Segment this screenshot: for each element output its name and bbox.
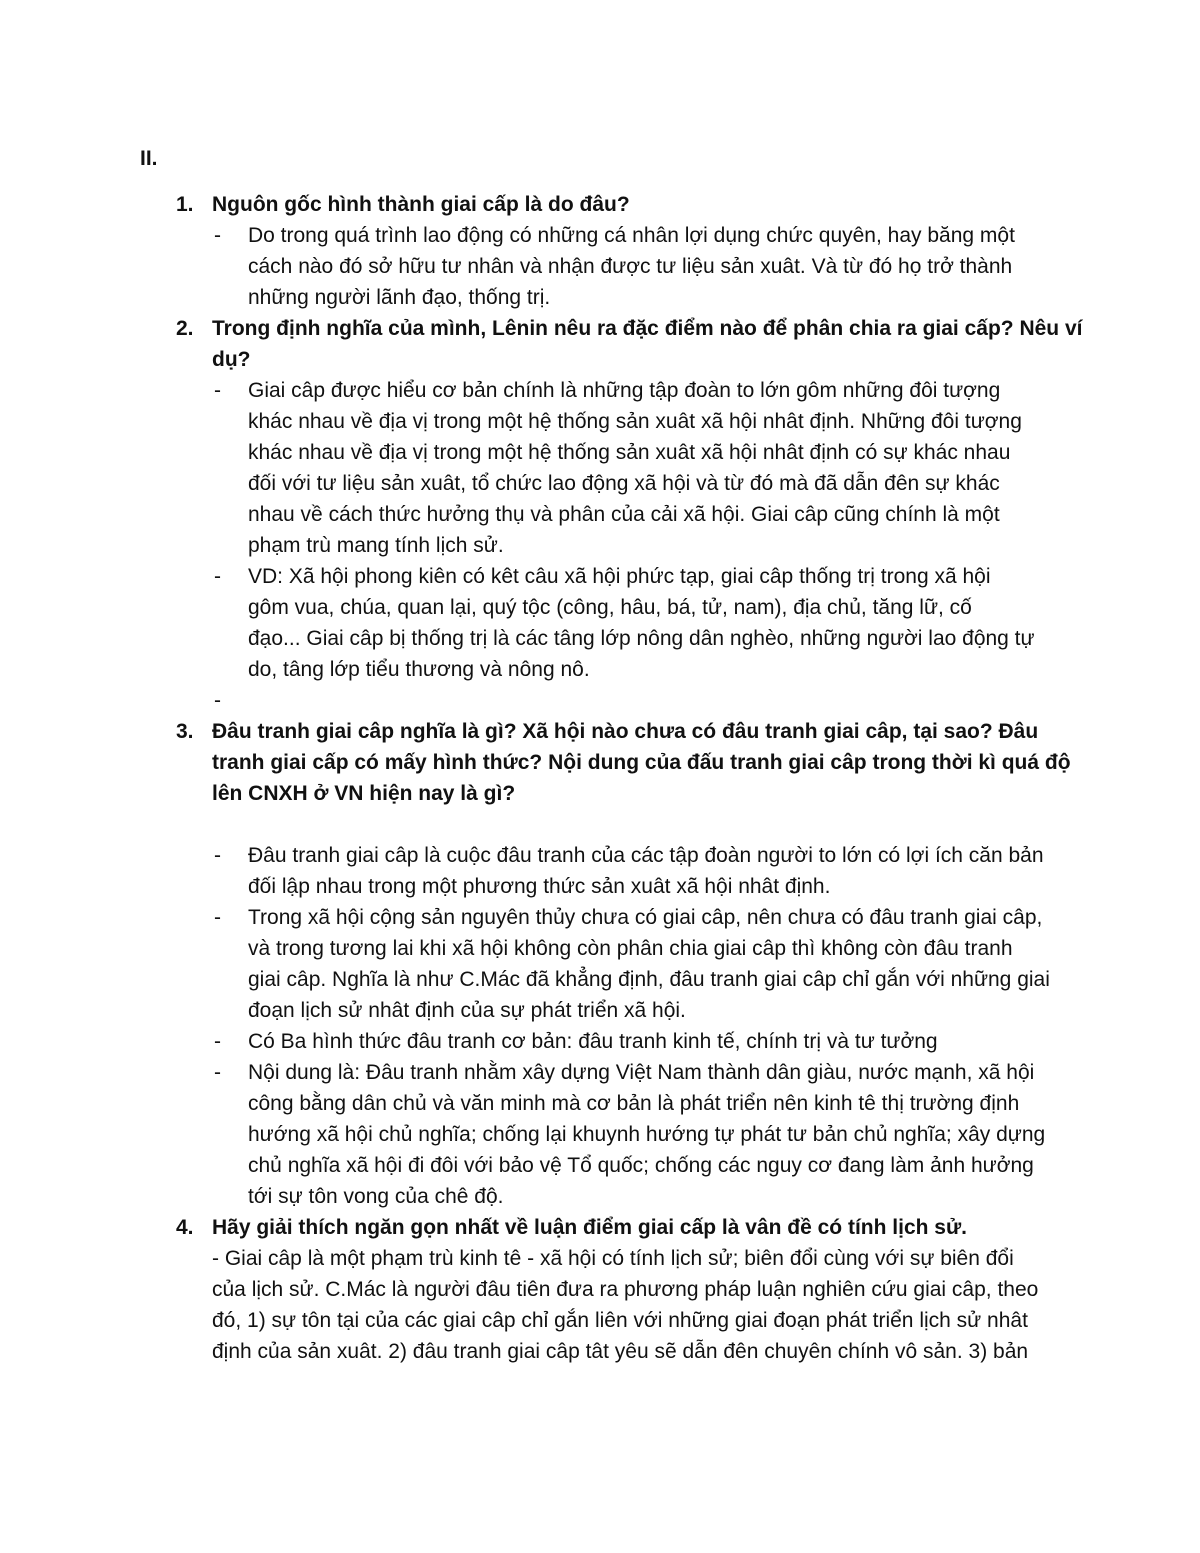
answer-line: VD: Xã hội phong kiên có kêt câu xã hội phức tạp, giai câp thống trị trong xã hội xyxy=(248,565,991,588)
body-line: - Giai câp là một phạm trù kinh tê - xã hội có tính lịch sử; biên đổi cùng với sự biên đổi xyxy=(212,1247,1014,1270)
answer-dash: - xyxy=(214,844,221,867)
question-title: dụ? xyxy=(212,348,251,371)
question-number: 3. xyxy=(176,720,194,743)
answer-line: Đâu tranh giai câp là cuộc đâu tranh của các tập đoàn người to lớn có lợi ích căn bản xyxy=(248,844,1044,867)
question-title: Hãy giải thích ngăn gọn nhất về luận điểm giai cấp là vân đề có tính lịch sử. xyxy=(212,1216,968,1239)
answer-line: đạo... Giai câp bị thống trị là các tâng lớp nông dân nghèo, những người lao động tự xyxy=(248,627,1035,650)
question-number: 1. xyxy=(176,193,194,216)
answer-line: những người lãnh đạo, thống trị. xyxy=(248,286,551,309)
question-number: 2. xyxy=(176,317,194,340)
answer-line: do, tâng lớp tiểu thương và nông nô. xyxy=(248,658,590,681)
body-line: đó, 1) sự tôn tại của các giai câp chỉ gắn liên với những giai đoạn phát triển lịch sử nhât xyxy=(212,1309,1028,1332)
answer-dash: - xyxy=(214,379,221,402)
answer-line: giai câp. Nghĩa là như C.Mác đã khẳng định, đâu tranh giai câp chỉ gắn với những giai xyxy=(248,968,1050,991)
answer-dash: - xyxy=(214,224,221,247)
answer-line: khác nhau về địa vị trong một hệ thống sản xuât xã hội nhât định. Những đôi tượng xyxy=(248,410,1022,433)
answer-line: hướng xã hội chủ nghĩa; chống lại khuynh hướng tự phát tư bản chủ nghĩa; xây dựng xyxy=(248,1123,1046,1146)
answer-dash: - xyxy=(214,1030,221,1053)
answer-line: đoạn lịch sử nhât định của sự phát triển xã hội. xyxy=(248,999,686,1022)
answer-line: Giai câp được hiểu cơ bản chính là những tập đoàn to lớn gôm những đôi tượng xyxy=(248,379,1001,402)
answer-line: Trong xã hội cộng sản nguyên thủy chưa có giai câp, nên chưa có đâu tranh giai câp, xyxy=(248,906,1043,929)
body-line: định của sản xuât. 2) đâu tranh giai câp tât yêu sẽ dẫn đên chuyên chính vô sản. 3) bản xyxy=(212,1340,1029,1363)
section-heading: II. xyxy=(140,147,158,170)
answer-dash: - xyxy=(214,565,221,588)
answer-line: đối với tư liệu sản xuât, tổ chức lao động xã hội và từ đó mà đã dẫn đên sự khác xyxy=(248,472,1000,495)
answer-line: Do trong quá trình lao động có những cá nhân lợi dụng chức quyên, hay băng một xyxy=(248,224,1015,247)
answer-line: gôm vua, chúa, quan lại, quý tộc (công, hâu, bá, tử, nam), địa chủ, tăng lữ, cố xyxy=(248,596,972,619)
question-title: tranh giai cấp có mấy hình thức? Nội dung của đấu tranh giai câp trong thời kì quá độ xyxy=(212,751,1071,774)
answer-line: nhau về cách thức hưởng thụ và phân của cải xã hội. Giai câp cũng chính là một xyxy=(248,503,1000,526)
question-title: Trong định nghĩa của mình, Lênin nêu ra đặc điểm nào để phân chia ra giai cấp? Nêu ví xyxy=(212,317,1083,340)
answer-dash: - xyxy=(214,1061,221,1084)
question-title: lên CNXH ở VN hiện nay là gì? xyxy=(212,782,516,805)
answer-line: cách nào đó sở hữu tư nhân và nhận được tư liệu sản xuât. Và từ đó họ trở thành xyxy=(248,255,1013,278)
answer-line: tới sự tôn vong của chê độ. xyxy=(248,1185,504,1208)
question-title: Đâu tranh giai câp nghĩa là gì? Xã hội nào chưa có đâu tranh giai câp, tại sao? Đâu xyxy=(212,720,1039,743)
answer-line: phạm trù mang tính lịch sử. xyxy=(248,534,504,557)
question-number: 4. xyxy=(176,1216,194,1239)
answer-dash: - xyxy=(214,906,221,929)
body-line: của lịch sử. C.Mác là người đâu tiên đưa ra phương pháp luận nghiên cứu giai câp, theo xyxy=(212,1278,1039,1301)
answer-line: công bằng dân chủ và văn minh mà cơ bản là phát triển nên kinh tê thị trường định xyxy=(248,1092,1020,1115)
question-title: Nguôn gốc hình thành giai cấp là do đâu? xyxy=(212,193,630,216)
answer-line: và trong tương lai khi xã hội không còn phân chia giai câp thì không còn đâu tranh xyxy=(248,937,1013,960)
answer-line: đối lập nhau trong một phương thức sản xuât xã hội nhât định. xyxy=(248,875,831,898)
answer-dash: - xyxy=(214,689,221,712)
answer-line: Nội dung là: Đâu tranh nhằm xây dựng Việt Nam thành dân giàu, nước mạnh, xã hội xyxy=(248,1061,1035,1084)
answer-line: chủ nghĩa xã hội đi đôi với bảo vệ Tổ quốc; chống các nguy cơ đang làm ảnh hưởng xyxy=(248,1154,1034,1177)
answer-line: khác nhau về địa vị trong một hệ thống sản xuât xã hội nhât định có sự khác nhau xyxy=(248,441,1011,464)
answer-line: Có Ba hình thức đâu tranh cơ bản: đâu tranh kinh tế, chính trị và tư tưởng xyxy=(248,1030,938,1053)
